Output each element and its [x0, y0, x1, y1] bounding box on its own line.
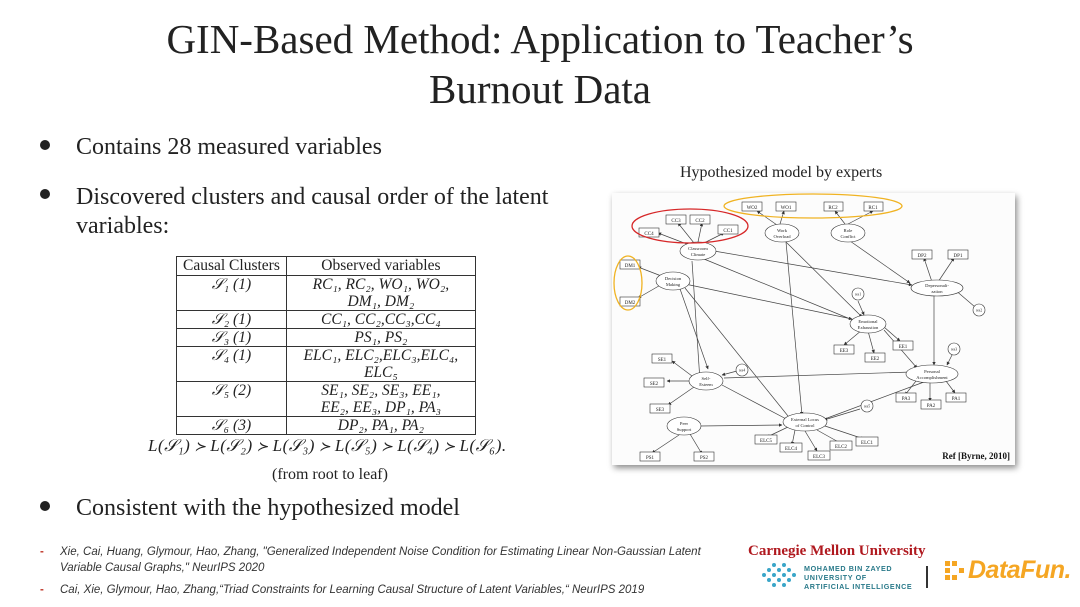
bullet-dot — [40, 140, 50, 150]
reference-1: - Xie, Cai, Huang, Glymour, Hao, Zhang, "Generalized Independent Noise Condition for Estimating Linear Non-Gaussian Latent Variable Causal Graphs," NeurIPS 2020 — [40, 546, 701, 574]
slide-title — [90, 14, 990, 114]
latent-dm-2: Making — [665, 282, 681, 287]
latent-ps-1: Peer — [679, 421, 689, 426]
indicator-pa3: PA3 — [901, 397, 911, 402]
title-line-2: Burnout Data — [428, 66, 652, 112]
indicator-elc1: ELC1 — [861, 441, 873, 446]
indicator-ee2: EE2 — [870, 357, 880, 362]
table-row: 𝒮₄ (1) ELC₁, ELC₂,ELC₃,ELC₄, — [177, 347, 476, 365]
table-row: 𝒮₆ (3) DP₂, PA₁, PA₂ — [177, 417, 476, 435]
table-row-cont: ELC₅ — [177, 364, 476, 382]
indicator-dm2: DM2 — [624, 301, 636, 306]
latent-elc-1: External Locus — [791, 417, 819, 422]
cmu-logo: Carnegie Mellon University — [748, 543, 926, 559]
table-row: 𝒮₅ (2) SE₁, SE₂, SE₃, EE₁, — [177, 382, 476, 400]
indicator-cc4: CC4 — [644, 232, 654, 237]
latent-wo-2: Overload — [773, 234, 791, 239]
latent-ps-2: Support — [676, 427, 692, 432]
table-row: 𝒮₂ (1) CC₁, CC₂,CC₃,CC₄ — [177, 311, 476, 329]
indicator-ps1: PS1 — [645, 456, 655, 461]
indicator-pa2: PA2 — [926, 404, 936, 409]
table-header-observed: Observed variables — [286, 257, 475, 276]
hypothesized-model-diagram — [612, 193, 1015, 465]
latent-cc-2: Climate — [690, 252, 706, 257]
indicator-elc3: ELC3 — [813, 455, 825, 460]
diagram-caption: Hypothesized model by experts — [680, 164, 883, 181]
indicator-se2: SE2 — [649, 382, 659, 387]
reference-2: - Cai, Xie, Glymour, Hao, Zhang,“Triad Constraints for Learning Causal Structure of Latent Variables,“ NeurIPS 2019 — [40, 584, 645, 596]
indicator-wo2: WO2 — [746, 206, 758, 211]
diagram-reference: Ref [Byrne, 2010] — [942, 451, 1010, 461]
indicator-pa1: PA1 — [951, 397, 961, 402]
causal-clusters-table — [176, 256, 476, 435]
residual-5: res5 — [863, 404, 871, 409]
latent-se-2: Esteem — [699, 382, 713, 387]
latent-cc-1: Classroom — [688, 246, 708, 251]
indicator-dm1: DM1 — [624, 264, 636, 269]
latent-pa-1: Personal — [924, 369, 940, 374]
indicator-ps2: PS2 — [699, 456, 709, 461]
latent-rc-2: Conflict — [840, 234, 856, 239]
table-header-clusters: Causal Clusters — [177, 257, 287, 276]
latent-ee-2: Exhaustion — [857, 325, 879, 330]
latent-ee-1: Emotional — [858, 319, 878, 324]
datafun-logo-icon — [943, 557, 967, 587]
indicator-cc2: CC2 — [695, 219, 705, 224]
table-row: 𝒮₃ (1) PS₁, PS₂ — [177, 329, 476, 347]
logo-divider — [926, 566, 928, 588]
indicator-se1: SE1 — [657, 358, 667, 363]
title-line-1: GIN-Based Method: Application to Teacher’s — [166, 16, 914, 62]
latent-elc-2: of Control — [795, 423, 815, 428]
indicator-se3: SE3 — [655, 408, 665, 413]
table-row-cont: EE₂, EE₃, DP₁, PA₃ — [177, 399, 476, 417]
bullet-dot — [40, 189, 50, 199]
indicator-ee3: EE3 — [839, 349, 849, 354]
table-row: 𝒮₁ (1) RC₁, RC₂, WO₁, WO₂, — [177, 276, 476, 294]
latent-se-1: Self- — [701, 376, 711, 381]
latent-rc-1: Role — [843, 228, 853, 233]
residual-3: res3 — [950, 347, 958, 352]
indicator-dp2: DP2 — [917, 254, 927, 259]
indicator-ee1: EE1 — [898, 345, 908, 350]
mbzuai-logo-icon — [760, 561, 800, 589]
indicator-wo1: WO1 — [780, 206, 792, 211]
causal-order: L(𝒮₁) ≻ L(𝒮₂) ≻ L(𝒮₃) ≻ L(𝒮₅) ≻ L(𝒮₄) ≻ L(𝒮₆). — [148, 436, 507, 455]
indicator-cc1: CC1 — [723, 229, 733, 234]
indicator-cc3: CC3 — [671, 219, 681, 224]
latent-wo-1: Work — [776, 228, 788, 233]
latent-dp-2: zation — [931, 289, 943, 294]
reference-dash: - — [40, 584, 44, 596]
indicator-elc5: ELC5 — [760, 439, 772, 444]
bullet-dot — [40, 501, 50, 511]
mbzuai-logo-text: MOHAMED BIN ZAYED UNIVERSITY OF ARTIFICIAL INTELLIGENCE — [804, 564, 913, 591]
residual-4: res4 — [738, 368, 746, 373]
indicator-rc1: RC1 — [868, 206, 878, 211]
indicator-dp1: DP1 — [953, 254, 963, 259]
latent-pa-2: Accomplishment — [916, 375, 948, 380]
table-row-cont: DM₁, DM₂ — [177, 293, 476, 311]
datafun-logo-text: DataFun. — [968, 556, 1071, 584]
residual-2: res2 — [975, 308, 983, 313]
order-note: (from root to leaf) — [272, 466, 388, 483]
reference-dash: - — [40, 546, 44, 558]
residual-1: res1 — [854, 292, 862, 297]
indicator-elc2: ELC2 — [835, 445, 847, 450]
indicator-elc4: ELC4 — [785, 447, 797, 452]
latent-dm-1: Decision — [664, 276, 682, 281]
indicator-rc2: RC2 — [828, 206, 838, 211]
latent-dp-1: Depersonali- — [925, 283, 949, 288]
sem-graph — [612, 193, 1015, 465]
